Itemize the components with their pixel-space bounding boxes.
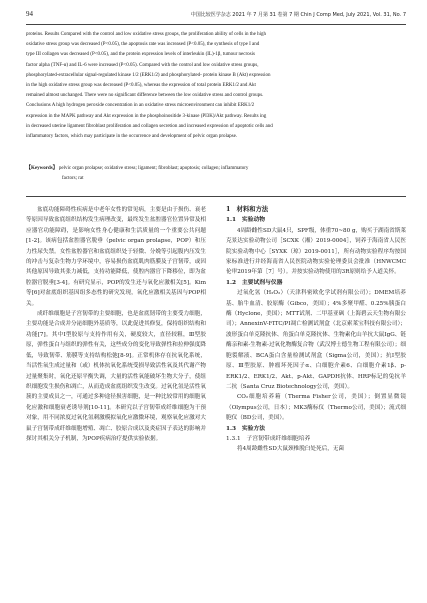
section-divider — [26, 196, 406, 197]
keywords — [26, 164, 406, 184]
abstract-line: oxidative stress group was decreased (P<0.05), the apoptosis rate was increased (P<0.05), the synthesis of type I and — [26, 42, 260, 48]
abstract-line: proteins. Results Compared with the control and low oxidative stress groups, the proliferation ability of cells in the high — [26, 32, 266, 37]
keywords-continuation: factors; rat — [62, 176, 84, 181]
keywords-label: 【Keywords】 — [26, 166, 58, 171]
right-column — [226, 205, 406, 455]
left-column — [26, 205, 206, 444]
abstract-line: phosphorylated-extracellular signal-regulated kinase 1/2 (ERK1/2) and phosphorylated- protein kinase B (Akt) expression — [26, 72, 271, 78]
english-abstract — [26, 30, 406, 142]
subsection-heading: 1.1 实验动物 — [226, 217, 266, 224]
intro-paragraph: 成纤维细胞是子宫韧带的主要细胞，也是盆底韧带的主要受力细胞，主要功能是合成并分泌细胞外基质等，以此促进其修复，保持组织结构和功能[7]。其中Ⅰ型胶原与支持作用有关，硬度较大，直径较粗，Ⅲ型胶原，弹性蛋白与组织的弹性有关，这些成分的变化导致弹性和拉伸强度降低，导致韧带、筋膜等支持结构松弛[8-9]。正常机体存在抗氧化系统，当活性氧生成过量和（或）机体抗氧化系统受损导致活性氧及其代谢产物过量聚集时，氧化还原平衡失调，大量的活性氧能破坏生物大分子，使组织细胞发生损伤和凋亡，从而造成盆底组织发生改变。过氧化氢是活性氧簇的主要成员之一，可通过多种途径损害细胞，是一种比较常用的细胞氧化应激和细胞衰老诱导剂[10-11]。本研究以子宫韧带成纤维细胞为干预对象，用不同浓度过氧化氢刺激模拟氧化应激微环境，观察氧化应激对大鼠子宫韧带成纤维细胞增殖、凋亡、胶原合成以及炎症因子表达的影响并探讨其相关分子机制，为POP疾病治疗提供实验依据。 — [26, 311, 206, 442]
abstract-line: expression in the MAPK pathway and Akt expression in the phosphoinositide 3-kinase (PI3K)/Akt pathway. Results ing — [26, 113, 267, 119]
body-paragraph: 4周龄雌性SD大鼠4只，SPF级，体重70~80 g，购买于湖南省斯莱克景达实验动物公司［SCXK（湘）2019-0004］，饲养于海南省人民医院实验动物中心［SYXK（琼）2019-0011］，所有动物实验程序均按国家标准进行并经海南省人民医院动物实验伦理委员会批准（HNWCMC伦审2019年第［7］号）。并按实验动物使用的3R原则给予人道关怀。 — [226, 227, 406, 276]
intro-paragraph: 盆底功能障碍性疾病是中老年女性的常见病，主要是由于损伤、衰老等原因导致盆底组织结构发生病理改变，最终发生盆腔器官位置异常及相应器官功能障碍，是影响女性身心健康和生活质量的一个重要公共问题[1-2]。该病包括盆腔器官脱垂（pelvic organ prolapse，POP）和压力性尿失禁。女性盆腔器官和盆底组织处于轻微、分娩等引起腹内压发生的冲击与复杂生物力学环境中，容易损伤盆底肌肉筋膜及子宫韧带，或因其他原因导致其张力减低，支持功能降低，使腔内器官下降移位，即为盆腔器官脱垂[3-4]。有研究显示，POP的发生还与氧化应激相关[5]。Kim等[6]对盆底组织基因组多态性的研究发现，氧化应激相关基因与POP相关。 — [26, 207, 206, 307]
body-paragraph: CO₂细胞培养箱（Therma Fisher公司，美国）；倒置显微镜（Olympus公司，日本）；MK3酶标仪（Thermo公司，美国）；流式细胞仪（BD公司，美国）。 — [226, 394, 406, 422]
abstract-line: inflammatory factors, which may participate in the occurrence and development of pelvic organ prolapse. — [26, 134, 238, 140]
abstract-line: type III collagen was decreased (P<0.05), and the protein expression levels of interleukin (IL)-1β, tumour necrosis — [26, 52, 255, 58]
abstract-line: factor alpha (TNF-α) and IL-6 were increased (P<0.05). Compared with the control and low oxidative stress groups, — [26, 62, 259, 68]
page-header — [26, 10, 406, 25]
keywords-text: pelvic organ prolapse; oxidative stress; ligament; fibroblast; apoptosis; collagen; inflammatory — [58, 166, 249, 171]
body-paragraph: 将4周龄雌性SD大鼠颈椎脱臼处死后，无菌 — [237, 446, 344, 453]
abstract-line: in decreased uterine ligament fibroblast proliferation and collagen secretion and increased expression of apoptotic cells and — [26, 123, 273, 129]
subsubsection-heading: 1.3.1 子宫韧带成纤维细胞培养 — [226, 435, 311, 442]
subsection-heading: 1.2 主要试剂与仪器 — [226, 279, 283, 286]
journal-citation: 中国比较医学杂志 2021 年 7 月第 31 卷第 7 期 Chin J Comp Med, July 2021, Vol. 31, No. 7 — [190, 12, 406, 18]
abstract-line: in the high oxidative stress group was decreased (P<0.05), whereas the expression of total protein ERK1/2 and Akt — [26, 83, 256, 89]
abstract-line: Conclusions A high hydrogen peroxide concentration in an oxidative stress microenvironment can inhibit ERK1/2 — [26, 103, 255, 109]
body-paragraph: 过氧化氢（H₂O₂）（天津科密欧化学试剂有限公司）；DMEM培养基、胎牛血清、胶原酶（Gibco，美国）；4%多聚甲醛、0.25%胰蛋白酶（Hyclone，美国）；MTT试剂、二甲基亚砜（上海碧云天生物有限公司）；AnnexinV-FITC/PI凋亡检测试剂盒（北京索莱宝科技有限公司）；波形蛋白单克隆抗体、角蛋白单克隆抗体、生物素化山羊抗大鼠IgG、链酶亲和素-生物素-过氧化物酶复合物（武汉博士德生物工程有限公司）；细胞裂解液、BCA蛋白含量检测试剂盒（Sigma公司，美国）；抗Ⅰ型胶原、Ⅲ型胶原、肿瘤坏死因子α、白细胞介素6、白细胞介素1β、p-ERK1/2、ERK1/2、Akt、p-Akt、GAPDH抗体、HRP标记的兔抗羊二抗（Santa Cruz Biotechnology公司，美国）。 — [226, 290, 406, 390]
section-heading: 1 材料和方法 — [226, 206, 269, 213]
keywords-row — [26, 164, 406, 174]
subsection-heading: 1.3 实验方法 — [226, 425, 266, 432]
page-number: 94 — [26, 10, 33, 18]
abstract-line: remained almost unchanged. There were no significant difference between the low oxidative stress and control groups. — [26, 93, 264, 99]
